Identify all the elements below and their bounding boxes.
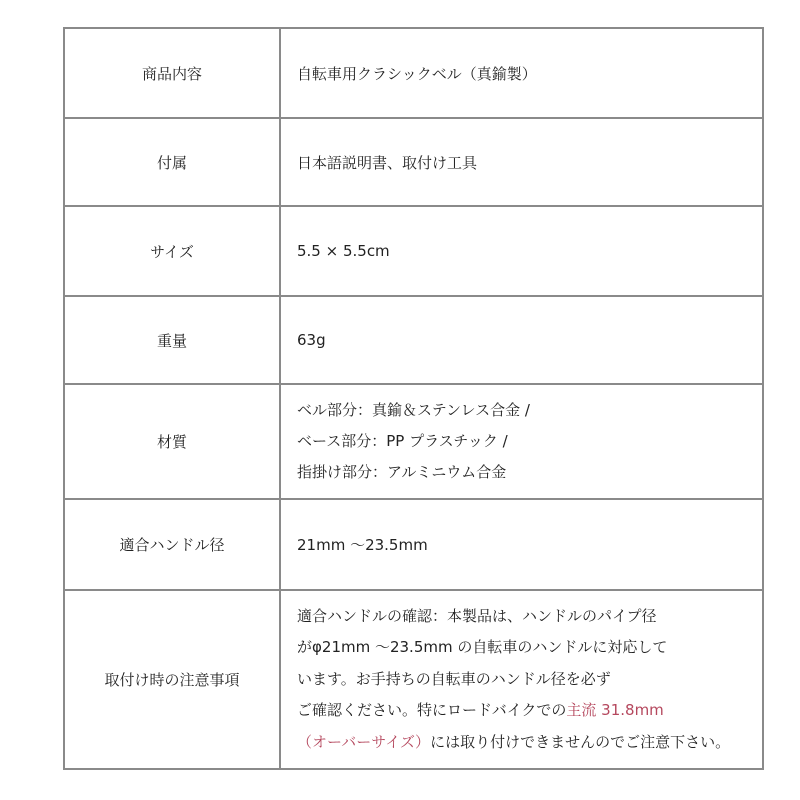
spec-label: 取付け時の注意事項 [64, 590, 280, 769]
spec-value: 自転車用クラシックベル（真鍮製） [280, 28, 763, 118]
spec-row-material [64, 384, 763, 499]
spec-row-handle-diameter [64, 499, 763, 590]
spec-label: 材質 [64, 384, 280, 499]
material-line-bell: ベル部分：真鍮＆ステンレス合金 / [297, 401, 530, 419]
notes-line [297, 695, 754, 727]
notes-text: には取り付けできませんのでご注意下さい。 [430, 732, 731, 751]
spec-label: サイズ [64, 206, 280, 296]
spec-label: 商品内容 [64, 28, 280, 118]
highlight-mainstream-size: 主流 31.8mm [566, 701, 664, 720]
material-line-base: ベース部分：PP プラスチック / [297, 432, 508, 450]
notes-line: 適合ハンドルの確認：本製品は、ハンドルのパイプ径 [297, 606, 657, 625]
spec-value: 日本語説明書、取付け工具 [280, 118, 763, 206]
installation-notes [280, 590, 763, 769]
spec-value: 21mm ～23.5mm [280, 499, 763, 590]
spec-label: 重量 [64, 296, 280, 384]
spec-label: 付属 [64, 118, 280, 206]
spec-row-product [64, 28, 763, 118]
spec-row-installation-notes [64, 590, 763, 769]
spec-row-size [64, 206, 763, 296]
spec-row-weight [64, 296, 763, 384]
material-line-finger-grip: 指掛け部分：アルミニウム合金 [297, 463, 507, 481]
product-spec-table [63, 27, 764, 770]
notes-line: います。お手持ちの自転車のハンドル径を必ず [297, 669, 611, 688]
spec-label: 適合ハンドル径 [64, 499, 280, 590]
spec-value: 5.5 × 5.5cm [280, 206, 763, 296]
spec-value: 63g [280, 296, 763, 384]
notes-line: がφ21mm ～23.5mm の自転車のハンドルに対応して [297, 638, 668, 657]
notes-line [297, 727, 754, 759]
highlight-oversize: （オーバーサイズ） [297, 732, 431, 751]
spec-row-accessories [64, 118, 763, 206]
spec-value-multiline [280, 384, 763, 499]
notes-text: ご確認ください。特にロードバイクでの [297, 701, 567, 720]
